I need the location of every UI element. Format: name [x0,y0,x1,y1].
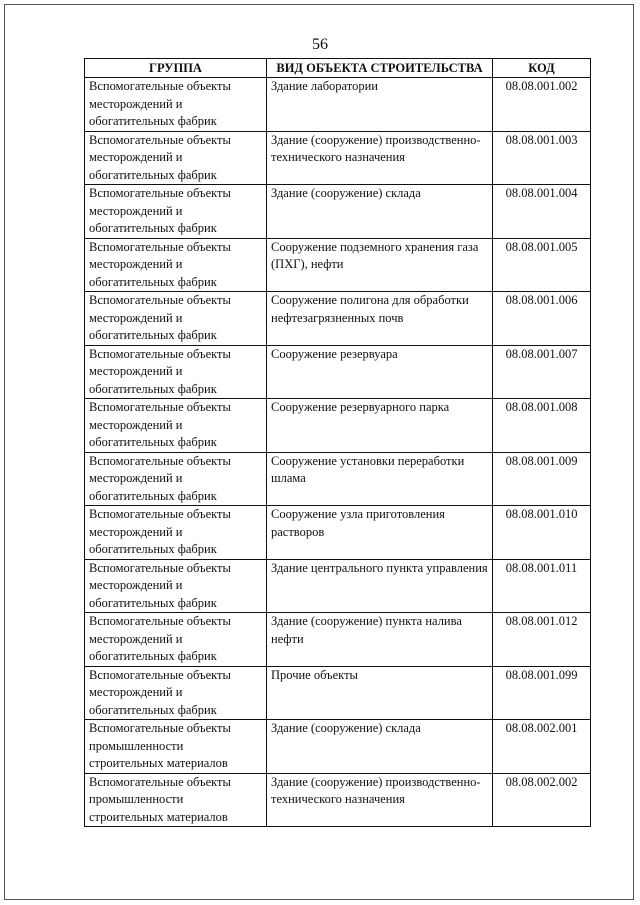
kind-cell: Здание (сооружение) производственно-технического назначения [267,773,493,827]
group-line: строительных материалов [89,756,228,770]
group-line: обогатительных фабрик [89,381,217,396]
code-cell: 08.08.001.008 [493,399,591,453]
table-row [85,292,591,346]
group-cell [85,613,267,667]
code-cell: 08.08.001.099 [493,666,591,720]
code-cell: 08.08.001.005 [493,238,591,292]
code-cell: 08.08.001.006 [493,292,591,346]
table-row [85,666,591,720]
group-cell [85,345,267,399]
group-line: промышленности [89,792,184,806]
group-line: месторождений и [89,524,183,539]
kind-cell: Здание центрального пункта управления [267,559,493,613]
kind-cell: Здание (сооружение) склада [267,720,493,774]
group-line: месторождений и [89,257,183,271]
kind-cell: Сооружение полигона для обработки нефтезагрязненных почв [267,292,493,346]
group-line: обогатительных фабрик [89,328,217,342]
table-row [85,238,591,292]
kind-cell: Сооружение узла приготовления растворов [267,506,493,560]
group-cell [85,292,267,346]
group-line: Вспомогательные объекты [89,721,231,735]
kind-cell: Здание (сооружение) пункта налива нефти [267,613,493,667]
group-cell [85,720,267,774]
code-cell: 08.08.001.007 [493,345,591,399]
group-line: месторождений и [89,631,183,646]
code-cell: 08.08.001.004 [493,185,591,239]
table-row [85,78,591,132]
group-line: месторождений и [89,310,183,325]
kind-cell: Сооружение подземного хранения газа (ПХГ), нефти [267,238,493,292]
header-group: ГРУППА [85,59,267,78]
kind-cell: Здание лаборатории [267,78,493,132]
group-line: месторождений и [89,96,183,111]
table-row [85,720,591,774]
table-header-row [85,59,591,78]
group-line: месторождений и [89,471,183,485]
table-row [85,773,591,827]
kind-cell: Прочие объекты [267,666,493,720]
code-cell: 08.08.001.003 [493,131,591,185]
table-row [85,185,591,239]
table-body [85,78,591,827]
code-cell: 08.08.001.010 [493,506,591,560]
code-cell: 08.08.002.002 [493,773,591,827]
group-cell [85,131,267,185]
table-row [85,506,591,560]
group-line: Вспомогательные объекты [89,453,231,468]
classification-table [84,58,591,827]
group-line: Вспомогательные объекты [89,346,231,361]
page-number: 56 [312,36,328,53]
kind-cell: Сооружение резервуара [267,345,493,399]
group-cell [85,185,267,239]
kind-cell: Сооружение резервуарного парка [267,399,493,453]
group-line: Вспомогательные объекты [89,507,231,521]
code-cell: 08.08.002.001 [493,720,591,774]
table-row [85,131,591,185]
header-kind: ВИД ОБЪЕКТА СТРОИТЕЛЬСТВА [267,59,493,78]
header-code: КОД [493,59,591,78]
table-row [85,399,591,453]
group-line: Вспомогательные объекты [89,293,231,307]
group-line: обогатительных фабрик [89,221,217,235]
group-line: строительных материалов [89,809,228,824]
group-line: обогатительных фабрик [89,595,217,610]
table-row [85,345,591,399]
kind-cell: Здание (сооружение) склада [267,185,493,239]
group-cell [85,399,267,453]
group-line: обогатительных фабрик [89,114,217,128]
group-line: месторождений и [89,150,183,164]
group-cell [85,78,267,132]
group-line: месторождений и [89,685,183,699]
group-cell [85,506,267,560]
table-row [85,613,591,667]
kind-cell: Здание (сооружение) производственно-технического назначения [267,131,493,185]
group-line: Вспомогательные объекты [89,614,231,628]
group-line: месторождений и [89,203,183,218]
group-line: Вспомогательные объекты [89,560,231,575]
group-line: обогатительных фабрик [89,488,217,503]
code-cell: 08.08.001.002 [493,78,591,132]
group-line: Вспомогательные объекты [89,400,231,414]
group-line: Вспомогательные объекты [89,132,231,147]
code-cell: 08.08.001.011 [493,559,591,613]
group-line: Вспомогательные объекты [89,186,231,200]
group-line: обогатительных фабрик [89,435,217,449]
group-line: месторождений и [89,578,183,592]
group-line: обогатительных фабрик [89,274,217,289]
group-line: обогатительных фабрик [89,542,217,556]
group-line: Вспомогательные объекты [89,774,231,789]
group-line: обогатительных фабрик [89,649,217,663]
code-cell: 08.08.001.009 [493,452,591,506]
group-cell [85,452,267,506]
kind-cell: Сооружение установки переработки шлама [267,452,493,506]
group-line: Вспомогательные объекты [89,667,231,682]
group-line: месторождений и [89,364,183,378]
group-line: Вспомогательные объекты [89,79,231,93]
group-line: обогатительных фабрик [89,702,217,717]
group-cell [85,238,267,292]
table-row [85,452,591,506]
group-cell [85,559,267,613]
group-cell [85,773,267,827]
code-cell: 08.08.001.012 [493,613,591,667]
group-line: промышленности [89,738,184,753]
group-line: Вспомогательные объекты [89,239,231,254]
group-line: обогатительных фабрик [89,167,217,182]
group-line: месторождений и [89,417,183,432]
table-row [85,559,591,613]
group-cell [85,666,267,720]
